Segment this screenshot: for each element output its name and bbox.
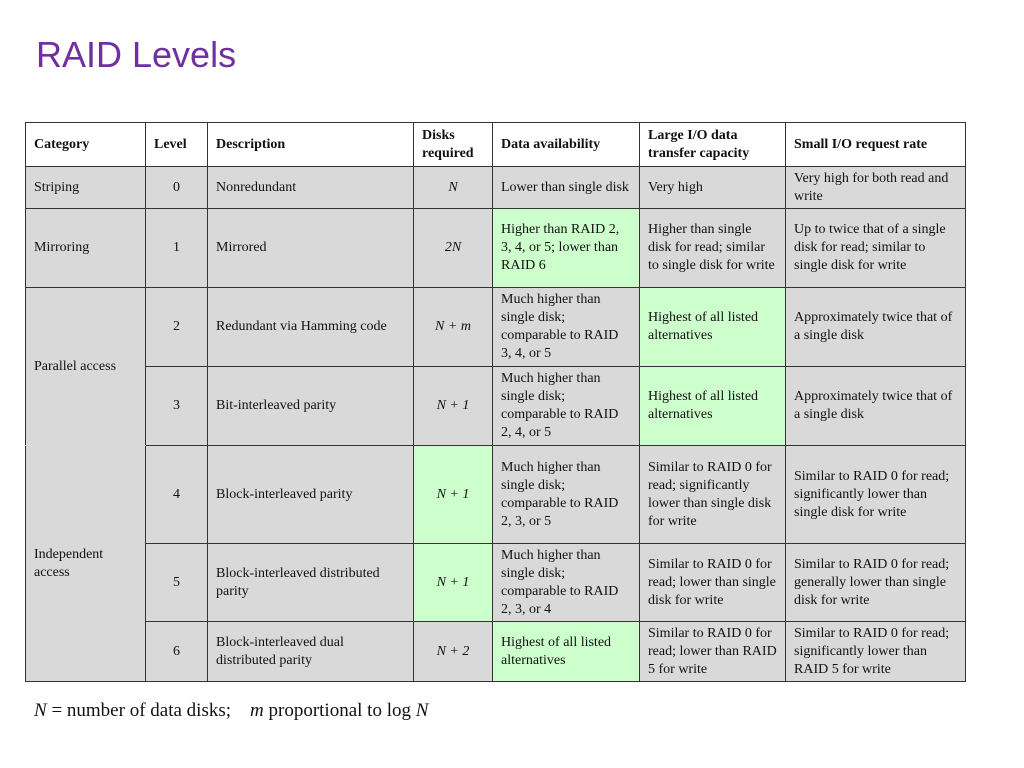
availability-cell: Much higher than single disk; comparable to RAID 2, 3, or 5 — [493, 446, 640, 544]
disks-cell: N + 1 — [414, 544, 493, 622]
description-cell: Block-interleaved parity — [208, 446, 414, 544]
disks-cell: N + 1 — [414, 446, 493, 544]
header-row — [26, 123, 966, 167]
category-cell: Mirroring — [26, 209, 146, 288]
table-row — [26, 209, 966, 288]
description-cell: Block-interleaved distributed parity — [208, 544, 414, 622]
availability-cell: Much higher than single disk; comparable to RAID 2, 3, or 4 — [493, 544, 640, 622]
disks-cell: N — [414, 167, 493, 209]
header-large-io: Large I/O data transfer capacity — [640, 123, 786, 167]
header-category: Category — [26, 123, 146, 167]
table-row — [26, 167, 966, 209]
header-level: Level — [146, 123, 208, 167]
table-row — [26, 367, 966, 446]
category-cell: Parallel access — [26, 288, 146, 446]
disks-cell: N + m — [414, 288, 493, 367]
small-io-cell: Similar to RAID 0 for read; significantly lower than RAID 5 for write — [786, 622, 966, 682]
header-description: Description — [208, 123, 414, 167]
description-cell: Block-interleaved dual distributed parity — [208, 622, 414, 682]
table-row — [26, 288, 966, 367]
availability-cell: Lower than single disk — [493, 167, 640, 209]
description-cell: Mirrored — [208, 209, 414, 288]
availability-cell: Much higher than single disk; comparable to RAID 3, 4, or 5 — [493, 288, 640, 367]
large-io-cell: Similar to RAID 0 for read; lower than single disk for write — [640, 544, 786, 622]
footnote-n-text: = number of data disks; — [46, 700, 232, 721]
disks-cell: N + 2 — [414, 622, 493, 682]
large-io-cell: Highest of all listed alternatives — [640, 367, 786, 446]
table-row — [26, 446, 966, 544]
level-cell: 2 — [146, 288, 208, 367]
disks-cell: 2N — [414, 209, 493, 288]
small-io-cell: Similar to RAID 0 for read; generally lower than single disk for write — [786, 544, 966, 622]
small-io-cell: Very high for both read and write — [786, 167, 966, 209]
category-cell: Independent access — [26, 446, 146, 682]
large-io-cell: Similar to RAID 0 for read; significantly lower than single disk for write — [640, 446, 786, 544]
small-io-cell: Approximately twice that of a single disk — [786, 367, 966, 446]
large-io-cell: Very high — [640, 167, 786, 209]
disks-cell: N + 1 — [414, 367, 493, 446]
level-cell: 1 — [146, 209, 208, 288]
availability-cell: Higher than RAID 2, 3, 4, or 5; lower than RAID 6 — [493, 209, 640, 288]
description-cell: Bit-interleaved parity — [208, 367, 414, 446]
slide-title: RAID Levels — [36, 34, 237, 75]
availability-cell: Highest of all listed alternatives — [493, 622, 640, 682]
table-row — [26, 622, 966, 682]
small-io-cell: Similar to RAID 0 for read; significantly lower than single disk for write — [786, 446, 966, 544]
raid-levels-table — [25, 122, 966, 682]
description-cell: Nonredundant — [208, 167, 414, 209]
footnote-log-symbol: N — [415, 700, 429, 721]
level-cell: 3 — [146, 367, 208, 446]
header-data-availability: Data availability — [493, 123, 640, 167]
small-io-cell: Up to twice that of a single disk for read; similar to single disk for write — [786, 209, 966, 288]
header-small-io: Small I/O request rate — [786, 123, 966, 167]
footnote-m-symbol: m — [250, 700, 264, 721]
level-cell: 4 — [146, 446, 208, 544]
header-disks-required: Disks required — [414, 123, 493, 167]
large-io-cell: Higher than single disk for read; similar to single disk for write — [640, 209, 786, 288]
large-io-cell: Similar to RAID 0 for read; lower than RAID 5 for write — [640, 622, 786, 682]
table-row — [26, 544, 966, 622]
availability-cell: Much higher than single disk; comparable to RAID 2, 4, or 5 — [493, 367, 640, 446]
level-cell: 5 — [146, 544, 208, 622]
small-io-cell: Approximately twice that of a single disk — [786, 288, 966, 367]
footnote-n-symbol: N — [34, 700, 47, 721]
description-cell: Redundant via Hamming code — [208, 288, 414, 367]
footnote-m-text: proportional to log — [263, 700, 416, 721]
large-io-cell: Highest of all listed alternatives — [640, 288, 786, 367]
category-cell: Striping — [26, 167, 146, 209]
footnote — [34, 700, 428, 722]
level-cell: 6 — [146, 622, 208, 682]
level-cell: 0 — [146, 167, 208, 209]
